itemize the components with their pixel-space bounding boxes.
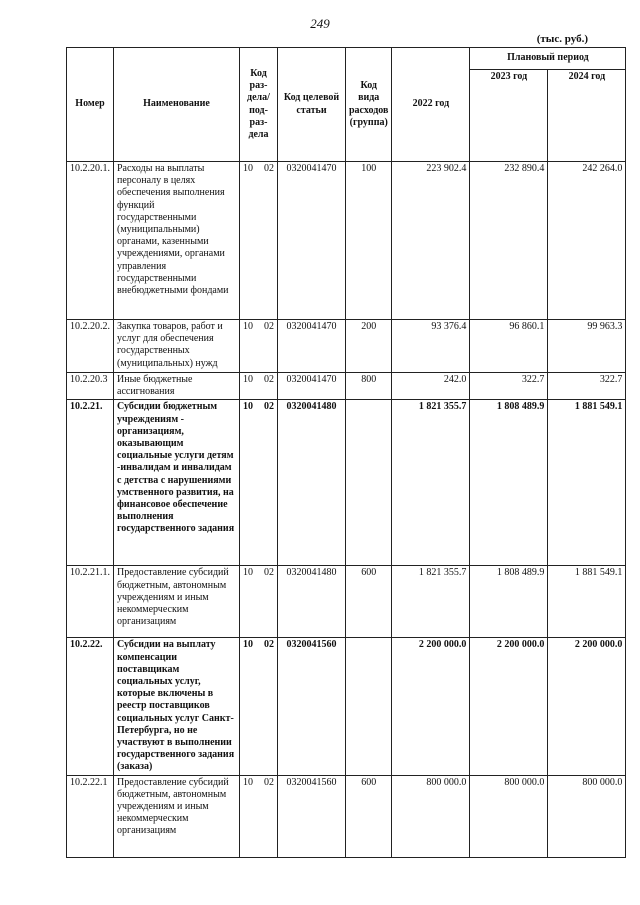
header-number: Номер	[67, 48, 114, 162]
row-value-2022: 800 000.0	[392, 775, 470, 857]
header-name: Наименование	[114, 48, 240, 162]
row-subsection: 02	[264, 321, 274, 332]
row-value-2023: 2 200 000.0	[470, 638, 548, 775]
row-name: Предоставление субсидий бюджетным, автономным учреждениям и иным некоммерческим организациям	[114, 775, 240, 857]
header-2023: 2023 год	[470, 70, 548, 162]
row-name: Субсидии бюджетным учреждениям - организациям, оказывающим социальные услуги детям -инвалидам и инвалидам с детства с нарушениями умственного развития, на финансовое обеспечение выполнения государственного задания	[114, 400, 240, 566]
table-row	[67, 400, 626, 566]
header-target: Код целевой статьи	[278, 48, 346, 162]
row-value-2024: 2 200 000.0	[548, 638, 626, 775]
row-value-2024: 322.7	[548, 373, 626, 400]
page-number: 249	[310, 16, 330, 31]
row-value-2024: 1 881 549.1	[548, 400, 626, 566]
table-row	[67, 638, 626, 775]
row-section: 10	[243, 639, 253, 651]
table-row	[67, 373, 626, 400]
row-target-code: 0320041470	[278, 162, 346, 320]
row-target-code: 0320041560	[278, 638, 346, 775]
row-section-code	[240, 566, 278, 638]
row-number: 10.2.21.	[67, 400, 114, 566]
row-name: Закупка товаров, работ и услуг для обеспечения государственных (муниципальных) нужд	[114, 320, 240, 373]
row-section: 10	[243, 374, 253, 385]
row-target-code: 0320041560	[278, 775, 346, 857]
header-2024: 2024 год	[548, 70, 626, 162]
row-expense-code: 600	[346, 775, 392, 857]
row-section-code	[240, 775, 278, 857]
table-row	[67, 566, 626, 638]
row-expense-code: 600	[346, 566, 392, 638]
row-expense-code: 100	[346, 162, 392, 320]
row-section: 10	[243, 401, 253, 413]
row-name: Субсидии на выплату компенсации поставщикам социальных услуг, которые включены в реестр поставщиков социальных услуг Санкт-Петербурга, но не участвуют в выполнении государственного задания (заказа)	[114, 638, 240, 775]
row-number: 10.2.21.1.	[67, 566, 114, 638]
row-section-code	[240, 638, 278, 775]
table-row	[67, 775, 626, 857]
row-expense-code	[346, 400, 392, 566]
header-expense: Код вида расходов (группа)	[346, 48, 392, 162]
budget-table	[66, 47, 626, 858]
row-subsection: 02	[264, 776, 274, 788]
row-name: Иные бюджетные ассигнования	[114, 373, 240, 400]
row-name: Предоставление субсидий бюджетным, автономным учреждениям и иным некоммерческим организациям	[114, 566, 240, 638]
row-subsection: 02	[264, 374, 274, 385]
row-value-2022: 242.0	[392, 373, 470, 400]
row-value-2023: 1 808 489.9	[470, 400, 548, 566]
row-value-2022: 2 200 000.0	[392, 638, 470, 775]
row-section-code	[240, 320, 278, 373]
row-value-2022: 93 376.4	[392, 320, 470, 373]
row-value-2024: 800 000.0	[548, 775, 626, 857]
row-name: Расходы на выплаты персоналу в целях обеспечения выполнения функций государственными (муниципальными) органами, казенными учреждениями, органами управления государственными внебюджетными фондами	[114, 162, 240, 320]
row-number: 10.2.20.3	[67, 373, 114, 400]
row-value-2023: 232 890.4	[470, 162, 548, 320]
row-subsection: 02	[264, 639, 274, 651]
header-plan-period: Плановый период	[470, 48, 626, 70]
row-target-code: 0320041480	[278, 566, 346, 638]
row-value-2023: 1 808 489.9	[470, 566, 548, 638]
row-expense-code	[346, 638, 392, 775]
row-section: 10	[243, 163, 253, 174]
row-target-code: 0320041470	[278, 373, 346, 400]
row-value-2024: 242 264.0	[548, 162, 626, 320]
table-row	[67, 320, 626, 373]
table-row	[67, 162, 626, 320]
row-section: 10	[243, 776, 253, 788]
row-number: 10.2.22.1	[67, 775, 114, 857]
row-subsection: 02	[264, 163, 274, 174]
row-value-2022: 1 821 355.7	[392, 566, 470, 638]
row-section-code	[240, 162, 278, 320]
row-value-2024: 99 963.3	[548, 320, 626, 373]
row-value-2024: 1 881 549.1	[548, 566, 626, 638]
row-value-2022: 1 821 355.7	[392, 400, 470, 566]
row-target-code: 0320041470	[278, 320, 346, 373]
row-expense-code: 200	[346, 320, 392, 373]
row-section-code	[240, 400, 278, 566]
row-subsection: 02	[264, 567, 274, 579]
units-label: (тыс. руб.)	[536, 33, 588, 45]
row-expense-code: 800	[346, 373, 392, 400]
row-number: 10.2.20.1.	[67, 162, 114, 320]
header-section: Код раз-дела/ под-раз-дела	[240, 48, 278, 162]
row-target-code: 0320041480	[278, 400, 346, 566]
row-value-2023: 322.7	[470, 373, 548, 400]
row-value-2023: 800 000.0	[470, 775, 548, 857]
row-section: 10	[243, 567, 253, 579]
row-number: 10.2.22.	[67, 638, 114, 775]
row-number: 10.2.20.2.	[67, 320, 114, 373]
row-section-code	[240, 373, 278, 400]
row-subsection: 02	[264, 401, 274, 413]
row-section: 10	[243, 321, 253, 332]
row-value-2022: 223 902.4	[392, 162, 470, 320]
row-value-2023: 96 860.1	[470, 320, 548, 373]
header-2022: 2022 год	[392, 48, 470, 162]
